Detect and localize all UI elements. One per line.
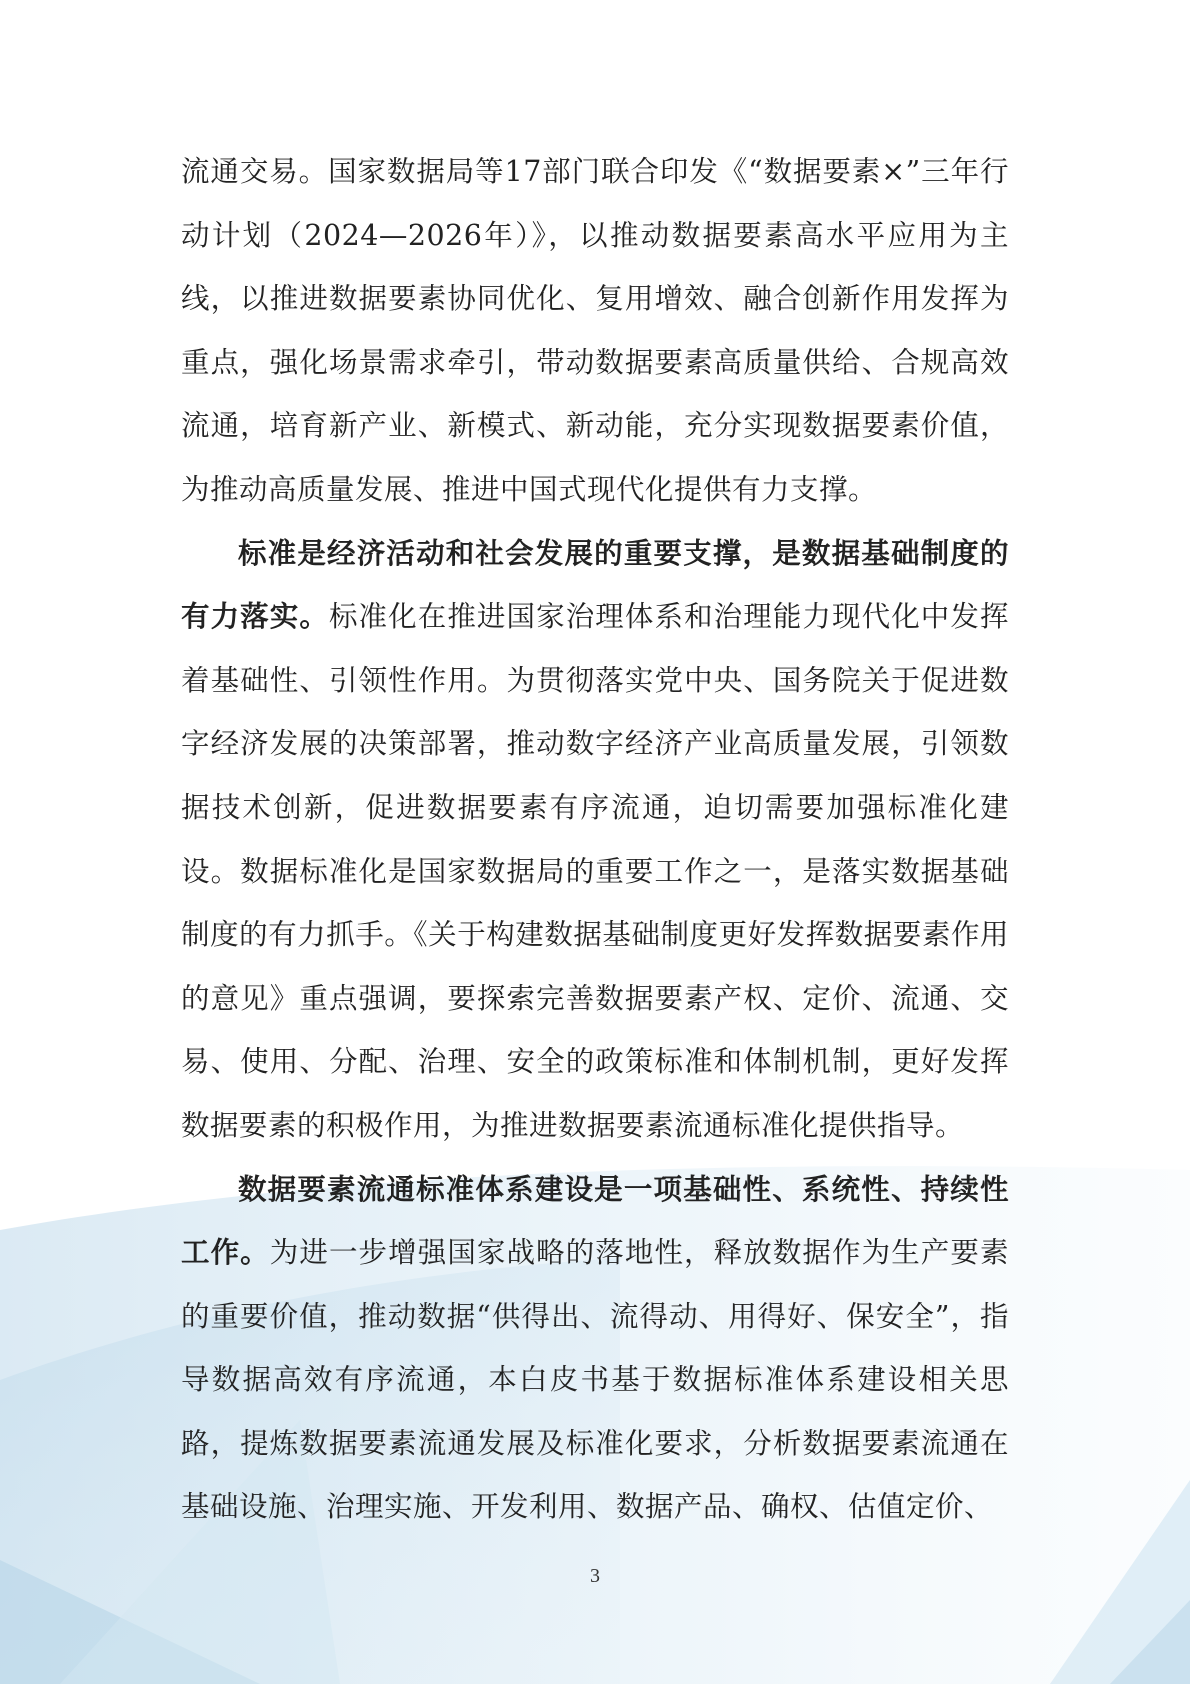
paragraph-2-lead: 标准是经济活动和社会发展的重要支撑，是数据基础制度的有力落实。 — [181, 535, 1009, 634]
paragraph-1 — [181, 140, 1009, 522]
paragraph-2 — [181, 522, 1009, 1158]
paragraph-3-text: 为进一步增强国家战略的落地性，释放数据作为生产要素的重要价值，推动数据“供得出、流得动、用得好、保安全”，指导数据高效有序流通，本白皮书基于数据标准体系建设相关思路，提炼数据要素流通发展及标准化要求，分析数据要素流通在基础设施、治理实施、开发利用、数据产品、确权、估值定价、 — [181, 1236, 1009, 1524]
paragraph-2-text: 标准化在推进国家治理体系和治理能力现代化中发挥着基础性、引领性作用。为贯彻落实党中央、国务院关于促进数字经济发展的决策部署，推动数字经济产业高质量发展，引领数据技术创新，促进数据要素有序流通，迫切需要加强标准化建设。数据标准化是国家数据局的重要工作之一，是落实数据基础制度的有力抓手。《关于构建数据基础制度更好发挥数据要素作用的意见》重点强调，要探索完善数据要素产权、定价、流通、交易、使用、分配、治理、安全的政策标准和体制机制，更好发挥数据要素的积极作用，为推进数据要素流通标准化提供指导。 — [181, 600, 1009, 1142]
page-number: 3 — [590, 1565, 600, 1587]
paragraph-3-lead: 数据要素流通标准体系建设是一项基础性、系统性、持续性工作。 — [181, 1171, 1009, 1270]
paragraph-3 — [181, 1158, 1009, 1540]
document-body — [181, 140, 1009, 1539]
paragraph-1-text: 流通交易。国家数据局等17部门联合印发《“数据要素×”三年行动计划（2024—2026年）》，以推动数据要素高水平应用为主线，以推进数据要素协同优化、复用增效、融合创新作用发挥为重点，强化场景需求牵引，带动数据要素高质量供给、合规高效流通，培育新产业、新模式、新动能，充分实现数据要素价值，为推动高质量发展、推进中国式现代化提供有力支撑。 — [181, 155, 1009, 506]
